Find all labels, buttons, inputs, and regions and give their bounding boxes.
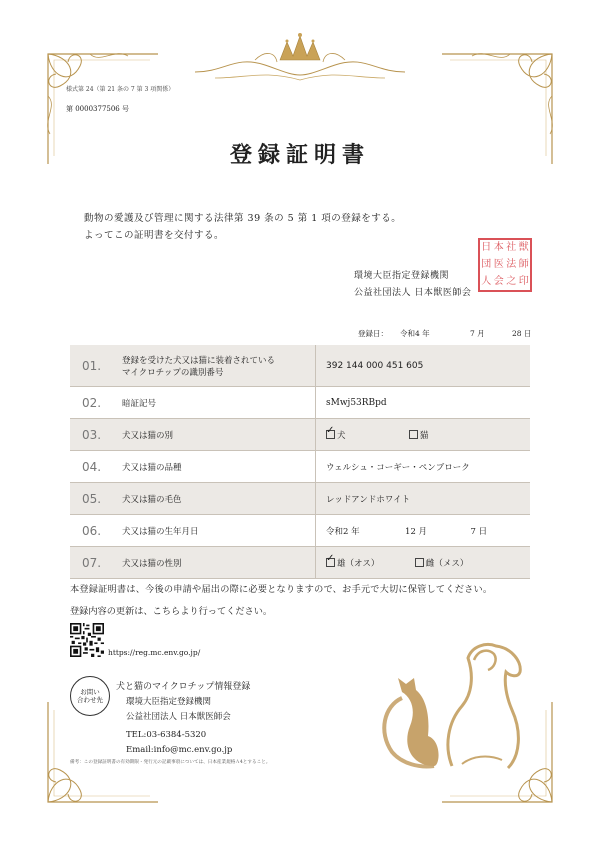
contact-line-1: 犬と猫のマイクロチップ情報登録 (116, 682, 251, 692)
male-checkbox (326, 558, 335, 567)
row-number: 01. (70, 345, 122, 387)
row-number: 05. (70, 483, 122, 515)
female-option-label: 雌（メス） (425, 558, 469, 569)
row-label: 犬又は猫の別 (122, 419, 307, 451)
badge-line-2: 合わせ先 (77, 696, 103, 704)
contact-email[interactable]: Email:info@mc.env.go.jp (126, 745, 233, 755)
birth-month: 12 月 (405, 526, 428, 537)
pin-code: sMwj53RBpd (316, 387, 531, 419)
table-row (70, 419, 530, 451)
footnote: 備考：この登録証明書の有効期限・発行元の記載事項については、日本産業規格Ａ4とすること。 (70, 760, 271, 765)
registration-date-day: 28 日 (512, 329, 532, 338)
contact-line-2: 環境大臣指定登録機関 (126, 697, 212, 707)
issuer-line-1: 環境大臣指定登録機関 (354, 271, 450, 281)
row-number: 07. (70, 547, 122, 579)
row-number: 04. (70, 451, 122, 483)
registration-url-link[interactable]: https://reg.mc.env.go.jp/ (108, 648, 201, 657)
row-number: 02. (70, 387, 122, 419)
dog-cat-illustration (372, 636, 532, 776)
contact-line-3: 公益社団法人 日本獣医師会 (126, 712, 231, 722)
sex-options (316, 547, 531, 579)
certificate-number: 第 0000377506 号 (66, 105, 129, 113)
table-row (70, 451, 530, 483)
contact-tel: TEL:03-6384-5320 (126, 730, 207, 740)
crown-ornament (195, 30, 405, 85)
birth-era: 令和2 年 (326, 526, 360, 537)
species-options (316, 419, 531, 451)
table-row (70, 387, 530, 419)
table-row (70, 345, 530, 387)
page-title: 登録証明書 (229, 142, 370, 168)
notice-line-1: 本登録証明書は、今後の申請や届出の際に必要となりますので、お手元で大切に保管してください。 (70, 584, 493, 595)
issuer-line-2: 公益社団法人 日本獣医師会 (354, 288, 472, 298)
microchip-number: 392 144 000 451 605 (316, 345, 531, 387)
registration-date-month: 7 月 (470, 329, 485, 338)
form-note: 様式第 24（第 21 条の 7 第 3 項関係） (66, 86, 175, 93)
dog-option-label: 犬 (337, 430, 346, 441)
table-row (70, 483, 530, 515)
row-label: 犬又は猫の毛色 (122, 483, 307, 515)
intro-line-2: よってこの証明書を交付する。 (84, 230, 225, 241)
row-label: 登録を受けた犬又は猫に装着されている マイクロチップの識別番号 (122, 345, 307, 387)
intro-line-1: 動物の愛護及び管理に関する法律第 39 条の 5 第 1 項の登録をする。 (84, 213, 402, 224)
row-label: 犬又は猫の性別 (122, 547, 307, 579)
official-seal: 日 本 社 獣 団 医 法 師 人 会 之 印 (478, 238, 532, 292)
cat-option-label: 猫 (419, 430, 429, 441)
badge-line-1: お問い (80, 687, 100, 696)
male-option-label: 雄（オス） (337, 558, 380, 569)
registration-table (70, 345, 530, 579)
breed-value: ウェルシュ・コーギー・ペンブローク (316, 451, 531, 483)
qr-code[interactable] (70, 623, 104, 657)
coat-color-value: レッドアンドホワイト (316, 483, 531, 515)
row-label: 犬又は猫の品種 (122, 451, 307, 483)
cat-checkbox (409, 430, 418, 439)
row-number: 06. (70, 515, 122, 547)
notice-line-2: 登録内容の更新は、こちらより行ってください。 (70, 606, 273, 617)
registration-date-era: 令和4 年 (400, 329, 430, 338)
row-label: 犬又は猫の生年月日 (122, 515, 307, 547)
table-row (70, 515, 530, 547)
birth-day: 7 日 (470, 526, 488, 537)
table-row (70, 547, 530, 579)
dog-checkbox (326, 430, 335, 439)
row-number: 03. (70, 419, 122, 451)
row-label: 暗証記号 (122, 387, 307, 419)
female-checkbox (415, 558, 424, 567)
registration-date-label: 登録日： (358, 329, 388, 338)
birth-date (316, 515, 531, 547)
contact-badge (70, 676, 110, 716)
